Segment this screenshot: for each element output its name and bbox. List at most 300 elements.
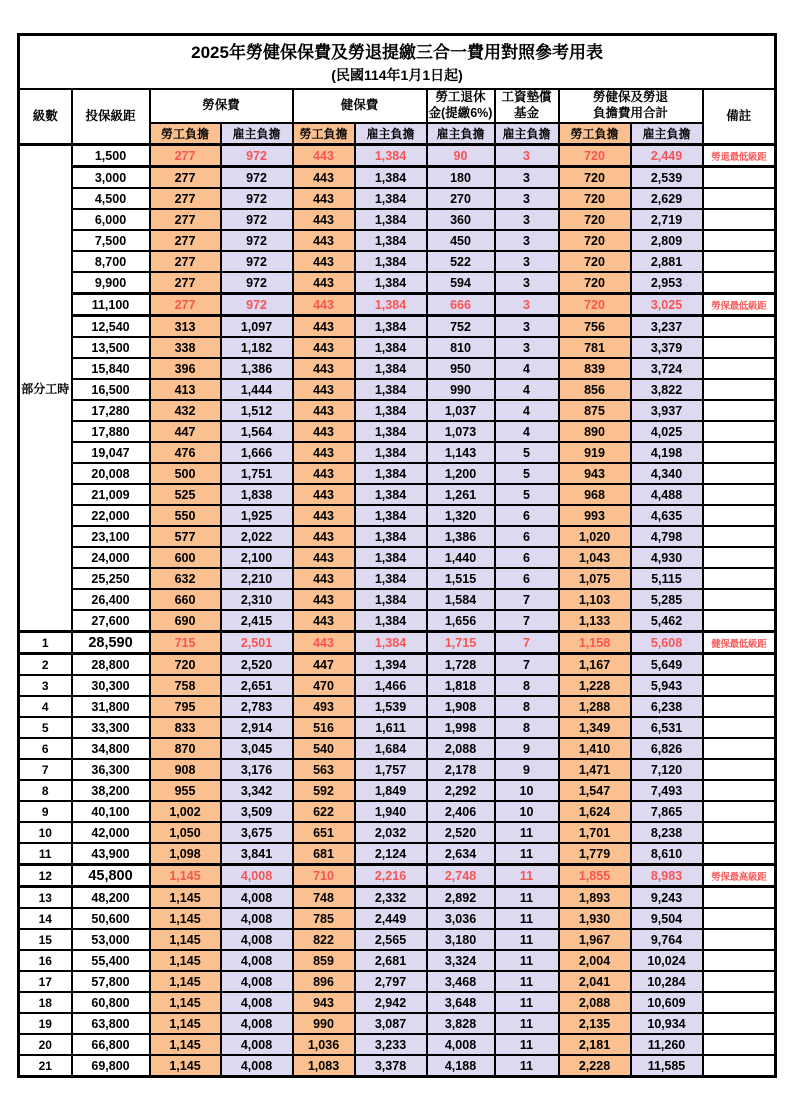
value-cell-wage-fund: 6 bbox=[495, 505, 559, 526]
value-cell-labor-employee: 277 bbox=[150, 251, 221, 272]
value-cell-total-employer: 7,865 bbox=[631, 801, 703, 822]
row-note bbox=[703, 547, 776, 568]
row-note bbox=[703, 379, 776, 400]
value-cell-wage-fund: 3 bbox=[495, 188, 559, 209]
value-cell-labor-employee: 795 bbox=[150, 696, 221, 717]
row-bracket: 28,590 bbox=[72, 632, 150, 654]
value-cell-labor-employer: 1,097 bbox=[221, 316, 293, 338]
value-cell-health-employee: 443 bbox=[293, 463, 355, 484]
row-level: 10 bbox=[19, 822, 72, 843]
value-cell-health-employer: 1,384 bbox=[355, 230, 427, 251]
value-cell-total-employee: 1,930 bbox=[559, 908, 631, 929]
value-cell-labor-employer: 972 bbox=[221, 209, 293, 230]
value-cell-health-employee: 943 bbox=[293, 992, 355, 1013]
value-cell-health-employer: 1,684 bbox=[355, 738, 427, 759]
value-cell-health-employer: 1,384 bbox=[355, 632, 427, 654]
row-level: 20 bbox=[19, 1034, 72, 1055]
value-cell-total-employee: 1,779 bbox=[559, 843, 631, 865]
value-cell-health-employee: 443 bbox=[293, 251, 355, 272]
value-cell-total-employer: 11,260 bbox=[631, 1034, 703, 1055]
row-note bbox=[703, 442, 776, 463]
value-cell-labor-employee: 277 bbox=[150, 167, 221, 189]
value-cell-total-employee: 720 bbox=[559, 167, 631, 189]
value-cell-total-employer: 5,608 bbox=[631, 632, 703, 654]
title-block bbox=[19, 35, 776, 90]
value-cell-total-employee: 2,004 bbox=[559, 950, 631, 971]
value-cell-total-employee: 1,701 bbox=[559, 822, 631, 843]
value-cell-health-employer: 1,940 bbox=[355, 801, 427, 822]
subheader-employee: 勞工負擔 bbox=[150, 123, 221, 145]
row-note bbox=[703, 610, 776, 632]
table-row bbox=[19, 950, 776, 971]
value-cell-total-employee: 856 bbox=[559, 379, 631, 400]
value-cell-health-employee: 592 bbox=[293, 780, 355, 801]
value-cell-health-employer: 1,394 bbox=[355, 654, 427, 676]
table-row bbox=[19, 526, 776, 547]
value-cell-total-employer: 2,809 bbox=[631, 230, 703, 251]
table-row bbox=[19, 929, 776, 950]
value-cell-total-employee: 720 bbox=[559, 145, 631, 167]
row-bracket: 66,800 bbox=[72, 1034, 150, 1055]
value-cell-wage-fund: 6 bbox=[495, 568, 559, 589]
table-row bbox=[19, 908, 776, 929]
value-cell-total-employer: 3,724 bbox=[631, 358, 703, 379]
value-cell-pension: 4,008 bbox=[427, 1034, 495, 1055]
value-cell-pension: 1,261 bbox=[427, 484, 495, 505]
table-row bbox=[19, 547, 776, 568]
value-cell-wage-fund: 3 bbox=[495, 145, 559, 167]
table-row bbox=[19, 209, 776, 230]
value-cell-wage-fund: 3 bbox=[495, 337, 559, 358]
value-cell-total-employer: 8,238 bbox=[631, 822, 703, 843]
subheader-employer: 雇主負擔 bbox=[631, 123, 703, 145]
row-level: 14 bbox=[19, 908, 72, 929]
subheader-employer: 雇主負擔 bbox=[427, 123, 495, 145]
value-cell-total-employer: 6,238 bbox=[631, 696, 703, 717]
value-cell-health-employee: 470 bbox=[293, 675, 355, 696]
value-cell-labor-employer: 4,008 bbox=[221, 1013, 293, 1034]
value-cell-labor-employer: 1,386 bbox=[221, 358, 293, 379]
value-cell-total-employee: 919 bbox=[559, 442, 631, 463]
row-note: 勞保最高級距 bbox=[703, 865, 776, 887]
value-cell-total-employee: 1,967 bbox=[559, 929, 631, 950]
table-row bbox=[19, 400, 776, 421]
table-row bbox=[19, 568, 776, 589]
value-cell-wage-fund: 6 bbox=[495, 547, 559, 568]
value-cell-health-employee: 443 bbox=[293, 230, 355, 251]
value-cell-total-employee: 1,410 bbox=[559, 738, 631, 759]
value-cell-wage-fund: 3 bbox=[495, 167, 559, 189]
row-bracket: 40,100 bbox=[72, 801, 150, 822]
value-cell-total-employer: 5,649 bbox=[631, 654, 703, 676]
value-cell-wage-fund: 5 bbox=[495, 463, 559, 484]
value-cell-health-employer: 1,384 bbox=[355, 251, 427, 272]
value-cell-wage-fund: 4 bbox=[495, 421, 559, 442]
row-bracket: 23,100 bbox=[72, 526, 150, 547]
value-cell-health-employee: 443 bbox=[293, 505, 355, 526]
value-cell-wage-fund: 3 bbox=[495, 230, 559, 251]
header-bracket: 投保級距 bbox=[72, 89, 150, 145]
row-bracket: 11,100 bbox=[72, 294, 150, 316]
value-cell-health-employer: 2,565 bbox=[355, 929, 427, 950]
value-cell-labor-employer: 3,176 bbox=[221, 759, 293, 780]
header-row bbox=[19, 89, 776, 123]
value-cell-health-employer: 2,681 bbox=[355, 950, 427, 971]
value-cell-health-employer: 3,087 bbox=[355, 1013, 427, 1034]
row-level: 3 bbox=[19, 675, 72, 696]
header-health-insurance: 健保費 bbox=[293, 89, 427, 123]
row-note bbox=[703, 801, 776, 822]
value-cell-labor-employee: 1,145 bbox=[150, 1034, 221, 1055]
value-cell-health-employee: 443 bbox=[293, 294, 355, 316]
value-cell-total-employer: 5,115 bbox=[631, 568, 703, 589]
value-cell-total-employee: 1,075 bbox=[559, 568, 631, 589]
value-cell-wage-fund: 11 bbox=[495, 992, 559, 1013]
value-cell-labor-employee: 277 bbox=[150, 145, 221, 167]
value-cell-health-employer: 1,849 bbox=[355, 780, 427, 801]
value-cell-wage-fund: 11 bbox=[495, 908, 559, 929]
value-cell-health-employee: 651 bbox=[293, 822, 355, 843]
value-cell-labor-employer: 972 bbox=[221, 230, 293, 251]
value-cell-health-employee: 443 bbox=[293, 589, 355, 610]
value-cell-pension: 3,468 bbox=[427, 971, 495, 992]
value-cell-wage-fund: 8 bbox=[495, 696, 559, 717]
table-row bbox=[19, 1055, 776, 1077]
value-cell-pension: 1,728 bbox=[427, 654, 495, 676]
value-cell-labor-employee: 577 bbox=[150, 526, 221, 547]
value-cell-labor-employer: 4,008 bbox=[221, 908, 293, 929]
value-cell-total-employee: 1,624 bbox=[559, 801, 631, 822]
table-row bbox=[19, 337, 776, 358]
value-cell-pension: 2,406 bbox=[427, 801, 495, 822]
row-note bbox=[703, 950, 776, 971]
row-note bbox=[703, 209, 776, 230]
row-note bbox=[703, 316, 776, 338]
value-cell-total-employer: 10,024 bbox=[631, 950, 703, 971]
value-cell-total-employer: 6,826 bbox=[631, 738, 703, 759]
value-cell-health-employer: 1,384 bbox=[355, 463, 427, 484]
subheader-employee: 勞工負擔 bbox=[559, 123, 631, 145]
value-cell-labor-employee: 1,145 bbox=[150, 1013, 221, 1034]
row-bracket: 17,280 bbox=[72, 400, 150, 421]
value-cell-health-employee: 443 bbox=[293, 442, 355, 463]
row-note bbox=[703, 696, 776, 717]
value-cell-wage-fund: 9 bbox=[495, 759, 559, 780]
value-cell-labor-employee: 720 bbox=[150, 654, 221, 676]
value-cell-total-employee: 875 bbox=[559, 400, 631, 421]
value-cell-health-employee: 710 bbox=[293, 865, 355, 887]
value-cell-health-employer: 1,384 bbox=[355, 589, 427, 610]
row-note bbox=[703, 230, 776, 251]
table-row bbox=[19, 717, 776, 738]
value-cell-health-employee: 443 bbox=[293, 209, 355, 230]
table-row bbox=[19, 188, 776, 209]
value-cell-wage-fund: 5 bbox=[495, 442, 559, 463]
value-cell-health-employer: 1,384 bbox=[355, 505, 427, 526]
value-cell-total-employer: 10,609 bbox=[631, 992, 703, 1013]
row-bracket: 57,800 bbox=[72, 971, 150, 992]
header-labor-insurance: 勞保費 bbox=[150, 89, 293, 123]
row-note bbox=[703, 251, 776, 272]
value-cell-labor-employee: 908 bbox=[150, 759, 221, 780]
row-bracket: 26,400 bbox=[72, 589, 150, 610]
value-cell-labor-employee: 1,145 bbox=[150, 929, 221, 950]
value-cell-wage-fund: 3 bbox=[495, 294, 559, 316]
row-note bbox=[703, 759, 776, 780]
value-cell-health-employer: 2,332 bbox=[355, 887, 427, 909]
value-cell-health-employer: 1,384 bbox=[355, 272, 427, 294]
value-cell-wage-fund: 10 bbox=[495, 801, 559, 822]
row-note bbox=[703, 463, 776, 484]
value-cell-total-employee: 1,547 bbox=[559, 780, 631, 801]
row-bracket: 12,540 bbox=[72, 316, 150, 338]
row-bracket: 24,000 bbox=[72, 547, 150, 568]
value-cell-total-employee: 1,103 bbox=[559, 589, 631, 610]
value-cell-total-employee: 839 bbox=[559, 358, 631, 379]
row-bracket: 20,008 bbox=[72, 463, 150, 484]
value-cell-labor-employee: 1,050 bbox=[150, 822, 221, 843]
value-cell-health-employee: 443 bbox=[293, 337, 355, 358]
row-level: 15 bbox=[19, 929, 72, 950]
value-cell-health-employee: 443 bbox=[293, 568, 355, 589]
value-cell-pension: 1,715 bbox=[427, 632, 495, 654]
value-cell-health-employee: 443 bbox=[293, 547, 355, 568]
value-cell-wage-fund: 7 bbox=[495, 654, 559, 676]
value-cell-labor-employee: 396 bbox=[150, 358, 221, 379]
value-cell-labor-employee: 758 bbox=[150, 675, 221, 696]
row-bracket: 19,047 bbox=[72, 442, 150, 463]
row-note bbox=[703, 1055, 776, 1077]
value-cell-pension: 180 bbox=[427, 167, 495, 189]
value-cell-total-employer: 10,934 bbox=[631, 1013, 703, 1034]
table-row bbox=[19, 167, 776, 189]
value-cell-labor-employee: 1,145 bbox=[150, 887, 221, 909]
value-cell-pension: 1,998 bbox=[427, 717, 495, 738]
row-note bbox=[703, 505, 776, 526]
value-cell-pension: 522 bbox=[427, 251, 495, 272]
value-cell-wage-fund: 11 bbox=[495, 950, 559, 971]
value-cell-pension: 810 bbox=[427, 337, 495, 358]
value-cell-pension: 1,584 bbox=[427, 589, 495, 610]
value-cell-labor-employee: 833 bbox=[150, 717, 221, 738]
row-bracket: 60,800 bbox=[72, 992, 150, 1013]
row-note bbox=[703, 400, 776, 421]
table-row bbox=[19, 1034, 776, 1055]
value-cell-health-employee: 443 bbox=[293, 421, 355, 442]
value-cell-labor-employee: 413 bbox=[150, 379, 221, 400]
value-cell-total-employer: 6,531 bbox=[631, 717, 703, 738]
value-cell-wage-fund: 6 bbox=[495, 526, 559, 547]
value-cell-total-employee: 2,228 bbox=[559, 1055, 631, 1077]
value-cell-total-employer: 9,243 bbox=[631, 887, 703, 909]
row-level: 2 bbox=[19, 654, 72, 676]
value-cell-health-employee: 443 bbox=[293, 167, 355, 189]
value-cell-health-employee: 822 bbox=[293, 929, 355, 950]
value-cell-labor-employer: 3,045 bbox=[221, 738, 293, 759]
value-cell-labor-employer: 3,342 bbox=[221, 780, 293, 801]
row-level: 4 bbox=[19, 696, 72, 717]
value-cell-labor-employee: 313 bbox=[150, 316, 221, 338]
value-cell-labor-employee: 277 bbox=[150, 230, 221, 251]
row-bracket: 8,700 bbox=[72, 251, 150, 272]
value-cell-total-employee: 720 bbox=[559, 251, 631, 272]
row-note bbox=[703, 887, 776, 909]
value-cell-total-employee: 2,181 bbox=[559, 1034, 631, 1055]
value-cell-labor-employer: 2,310 bbox=[221, 589, 293, 610]
row-bracket: 1,500 bbox=[72, 145, 150, 167]
value-cell-wage-fund: 7 bbox=[495, 632, 559, 654]
value-cell-health-employer: 1,384 bbox=[355, 167, 427, 189]
table-row bbox=[19, 610, 776, 632]
value-cell-total-employer: 3,025 bbox=[631, 294, 703, 316]
header-pension: 勞工退休 金(提繳6%) bbox=[427, 89, 495, 123]
value-cell-health-employee: 1,036 bbox=[293, 1034, 355, 1055]
value-cell-labor-employer: 4,008 bbox=[221, 1055, 293, 1077]
value-cell-pension: 1,818 bbox=[427, 675, 495, 696]
value-cell-labor-employee: 632 bbox=[150, 568, 221, 589]
value-cell-total-employer: 7,120 bbox=[631, 759, 703, 780]
table-row bbox=[19, 421, 776, 442]
value-cell-wage-fund: 4 bbox=[495, 379, 559, 400]
value-cell-total-employee: 720 bbox=[559, 272, 631, 294]
value-cell-labor-employee: 1,002 bbox=[150, 801, 221, 822]
table-row bbox=[19, 738, 776, 759]
row-bracket: 45,800 bbox=[72, 865, 150, 887]
value-cell-health-employer: 1,539 bbox=[355, 696, 427, 717]
row-bracket: 53,000 bbox=[72, 929, 150, 950]
value-cell-labor-employer: 4,008 bbox=[221, 1034, 293, 1055]
value-cell-wage-fund: 5 bbox=[495, 484, 559, 505]
value-cell-health-employer: 1,384 bbox=[355, 209, 427, 230]
value-cell-labor-employee: 600 bbox=[150, 547, 221, 568]
value-cell-health-employer: 2,942 bbox=[355, 992, 427, 1013]
value-cell-health-employer: 1,384 bbox=[355, 145, 427, 167]
value-cell-health-employer: 1,384 bbox=[355, 400, 427, 421]
value-cell-pension: 2,520 bbox=[427, 822, 495, 843]
value-cell-wage-fund: 11 bbox=[495, 887, 559, 909]
value-cell-health-employer: 1,384 bbox=[355, 610, 427, 632]
row-note bbox=[703, 843, 776, 865]
value-cell-pension: 2,634 bbox=[427, 843, 495, 865]
row-note bbox=[703, 421, 776, 442]
value-cell-health-employee: 896 bbox=[293, 971, 355, 992]
value-cell-pension: 1,073 bbox=[427, 421, 495, 442]
table-row bbox=[19, 230, 776, 251]
header-remark: 備註 bbox=[703, 89, 776, 145]
value-cell-total-employee: 1,471 bbox=[559, 759, 631, 780]
value-cell-pension: 3,324 bbox=[427, 950, 495, 971]
table-row bbox=[19, 759, 776, 780]
row-level: 16 bbox=[19, 950, 72, 971]
value-cell-wage-fund: 11 bbox=[495, 971, 559, 992]
value-cell-total-employer: 2,881 bbox=[631, 251, 703, 272]
value-cell-health-employer: 1,384 bbox=[355, 421, 427, 442]
value-cell-labor-employee: 660 bbox=[150, 589, 221, 610]
value-cell-total-employee: 890 bbox=[559, 421, 631, 442]
value-cell-labor-employer: 2,415 bbox=[221, 610, 293, 632]
row-bracket: 3,000 bbox=[72, 167, 150, 189]
value-cell-health-employee: 443 bbox=[293, 632, 355, 654]
value-cell-labor-employee: 1,145 bbox=[150, 1055, 221, 1077]
value-cell-labor-employer: 2,022 bbox=[221, 526, 293, 547]
value-cell-health-employee: 1,083 bbox=[293, 1055, 355, 1077]
value-cell-total-employee: 1,288 bbox=[559, 696, 631, 717]
value-cell-health-employee: 443 bbox=[293, 484, 355, 505]
value-cell-wage-fund: 8 bbox=[495, 717, 559, 738]
value-cell-pension: 2,748 bbox=[427, 865, 495, 887]
value-cell-pension: 90 bbox=[427, 145, 495, 167]
value-cell-pension: 2,178 bbox=[427, 759, 495, 780]
value-cell-pension: 594 bbox=[427, 272, 495, 294]
row-level: 21 bbox=[19, 1055, 72, 1077]
table-row bbox=[19, 887, 776, 909]
table-row bbox=[19, 484, 776, 505]
row-note bbox=[703, 675, 776, 696]
value-cell-labor-employee: 338 bbox=[150, 337, 221, 358]
row-note bbox=[703, 717, 776, 738]
value-cell-pension: 3,828 bbox=[427, 1013, 495, 1034]
value-cell-pension: 752 bbox=[427, 316, 495, 338]
value-cell-total-employer: 7,493 bbox=[631, 780, 703, 801]
table-row bbox=[19, 801, 776, 822]
row-bracket: 4,500 bbox=[72, 188, 150, 209]
value-cell-labor-employer: 2,520 bbox=[221, 654, 293, 676]
row-bracket: 48,200 bbox=[72, 887, 150, 909]
table-row bbox=[19, 379, 776, 400]
row-note: 勞退最低級距 bbox=[703, 145, 776, 167]
fee-table bbox=[17, 33, 777, 1078]
value-cell-health-employer: 2,216 bbox=[355, 865, 427, 887]
value-cell-labor-employer: 3,509 bbox=[221, 801, 293, 822]
row-note bbox=[703, 358, 776, 379]
value-cell-labor-employer: 2,100 bbox=[221, 547, 293, 568]
value-cell-pension: 1,386 bbox=[427, 526, 495, 547]
value-cell-health-employer: 1,384 bbox=[355, 484, 427, 505]
value-cell-pension: 990 bbox=[427, 379, 495, 400]
value-cell-pension: 1,037 bbox=[427, 400, 495, 421]
table-row bbox=[19, 294, 776, 316]
row-bracket: 21,009 bbox=[72, 484, 150, 505]
row-level: 8 bbox=[19, 780, 72, 801]
value-cell-total-employer: 2,629 bbox=[631, 188, 703, 209]
value-cell-labor-employer: 1,666 bbox=[221, 442, 293, 463]
value-cell-health-employee: 493 bbox=[293, 696, 355, 717]
value-cell-wage-fund: 11 bbox=[495, 865, 559, 887]
table-row bbox=[19, 272, 776, 294]
row-note bbox=[703, 167, 776, 189]
value-cell-total-employer: 8,983 bbox=[631, 865, 703, 887]
value-cell-total-employee: 1,228 bbox=[559, 675, 631, 696]
value-cell-health-employee: 990 bbox=[293, 1013, 355, 1034]
value-cell-labor-employee: 525 bbox=[150, 484, 221, 505]
value-cell-health-employee: 563 bbox=[293, 759, 355, 780]
row-note bbox=[703, 654, 776, 676]
row-level: 11 bbox=[19, 843, 72, 865]
subheader-employee: 勞工負擔 bbox=[293, 123, 355, 145]
table-row bbox=[19, 316, 776, 338]
value-cell-health-employee: 443 bbox=[293, 145, 355, 167]
value-cell-total-employer: 4,635 bbox=[631, 505, 703, 526]
value-cell-total-employee: 756 bbox=[559, 316, 631, 338]
row-note bbox=[703, 272, 776, 294]
value-cell-total-employer: 3,937 bbox=[631, 400, 703, 421]
table-row bbox=[19, 442, 776, 463]
table-row bbox=[19, 822, 776, 843]
table-row bbox=[19, 675, 776, 696]
value-cell-health-employer: 1,384 bbox=[355, 294, 427, 316]
value-cell-health-employer: 2,449 bbox=[355, 908, 427, 929]
value-cell-total-employer: 4,798 bbox=[631, 526, 703, 547]
